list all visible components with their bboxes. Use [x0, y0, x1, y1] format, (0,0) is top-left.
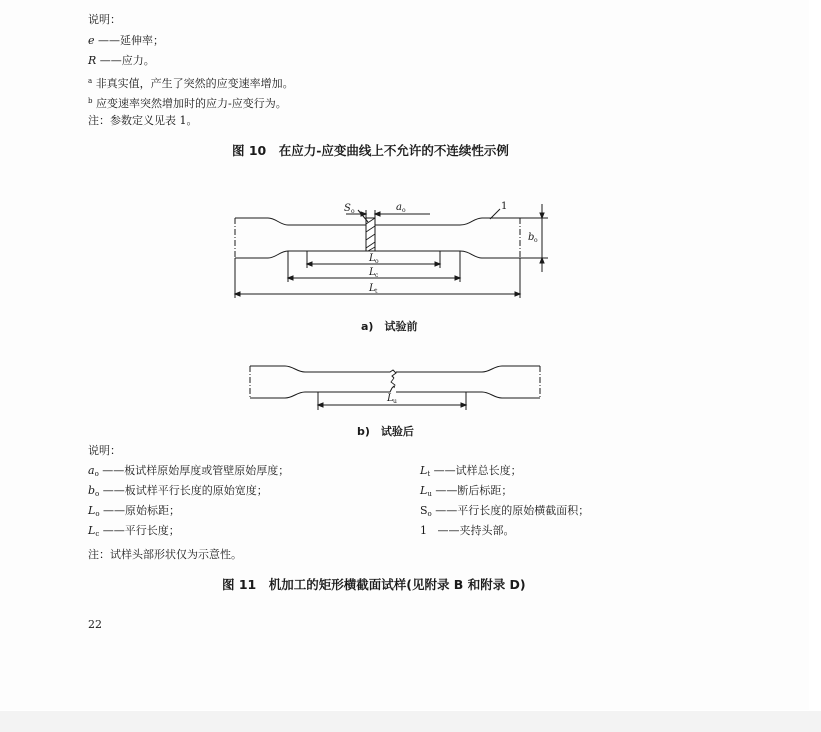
specimen-outline-bottom — [235, 251, 520, 258]
label-s: S — [344, 203, 351, 214]
label-lt: L — [369, 283, 376, 294]
legend-item-a0: ao ——板试样原始厚度或管壁原始厚度； — [88, 464, 290, 478]
label-b-sub: o — [534, 237, 538, 244]
fig10-caption: 图 10 在应力-应变曲线上不允许的不连续性示例 — [232, 143, 509, 158]
fig11-note: 注：试样头部形状仅为示意性。 — [88, 548, 242, 561]
specimen-after-outline-top — [250, 366, 396, 378]
label-lt-sub: t — [375, 288, 378, 295]
legend-item-lo: Lo ——原始标距； — [88, 504, 181, 518]
label-a: a — [396, 202, 402, 213]
fig10-legend-e: e ——延伸率； — [88, 34, 165, 47]
label-b: b — [528, 232, 535, 243]
legend-item-lt: Lt ——试样总长度； — [420, 464, 522, 478]
label-lc: L — [369, 267, 376, 278]
legend-item-1: 1 ——夹持头部。 — [420, 524, 515, 537]
diagram-a-caption: a) 试验前 — [361, 320, 418, 333]
fig11-legend-heading: 说明： — [88, 444, 121, 457]
legend-item-lu: Lu ——断后标距； — [420, 484, 513, 498]
diagram-b-caption: b) 试验后 — [357, 425, 414, 438]
label-lu-sub: u — [393, 398, 397, 405]
label-lu: L — [387, 393, 394, 404]
specimen-outline-top — [235, 218, 520, 225]
page-number: 22 — [88, 618, 102, 631]
label-lc-sub: c — [375, 272, 379, 279]
legend-item-lc: Lc ——平行长度； — [88, 524, 180, 538]
label-lo-sub: o — [375, 258, 379, 265]
fig10-note-b: $^b$ 应变速率突然增加时的应力-应变行为。 — [88, 97, 287, 110]
legend-item-b0: bo ——板试样平行长度的原始宽度； — [88, 484, 268, 498]
fig10-legend-r: R ——应力。 — [88, 54, 155, 67]
label-s-sub: o — [351, 208, 355, 215]
legend-item-so: So ——平行长度的原始横截面积； — [420, 504, 590, 518]
fig11-caption: 图 11 机加工的矩形横截面试样(见附录 B 和附录 D) — [222, 577, 526, 592]
fig10-note: 注：参数定义见表 1。 — [88, 114, 198, 127]
label-callout-1: 1 — [501, 201, 508, 212]
fig10-note-a: $^a$ 非真实值，产生了突然的应变速率增加。 — [88, 77, 294, 90]
label-lo: L — [369, 253, 376, 264]
label-a-sub: o — [402, 207, 406, 214]
viewer-bottom-band — [0, 711, 821, 732]
fig10-legend-heading: 说明： — [88, 13, 121, 26]
specimen-after-outline-bottom — [250, 386, 394, 398]
